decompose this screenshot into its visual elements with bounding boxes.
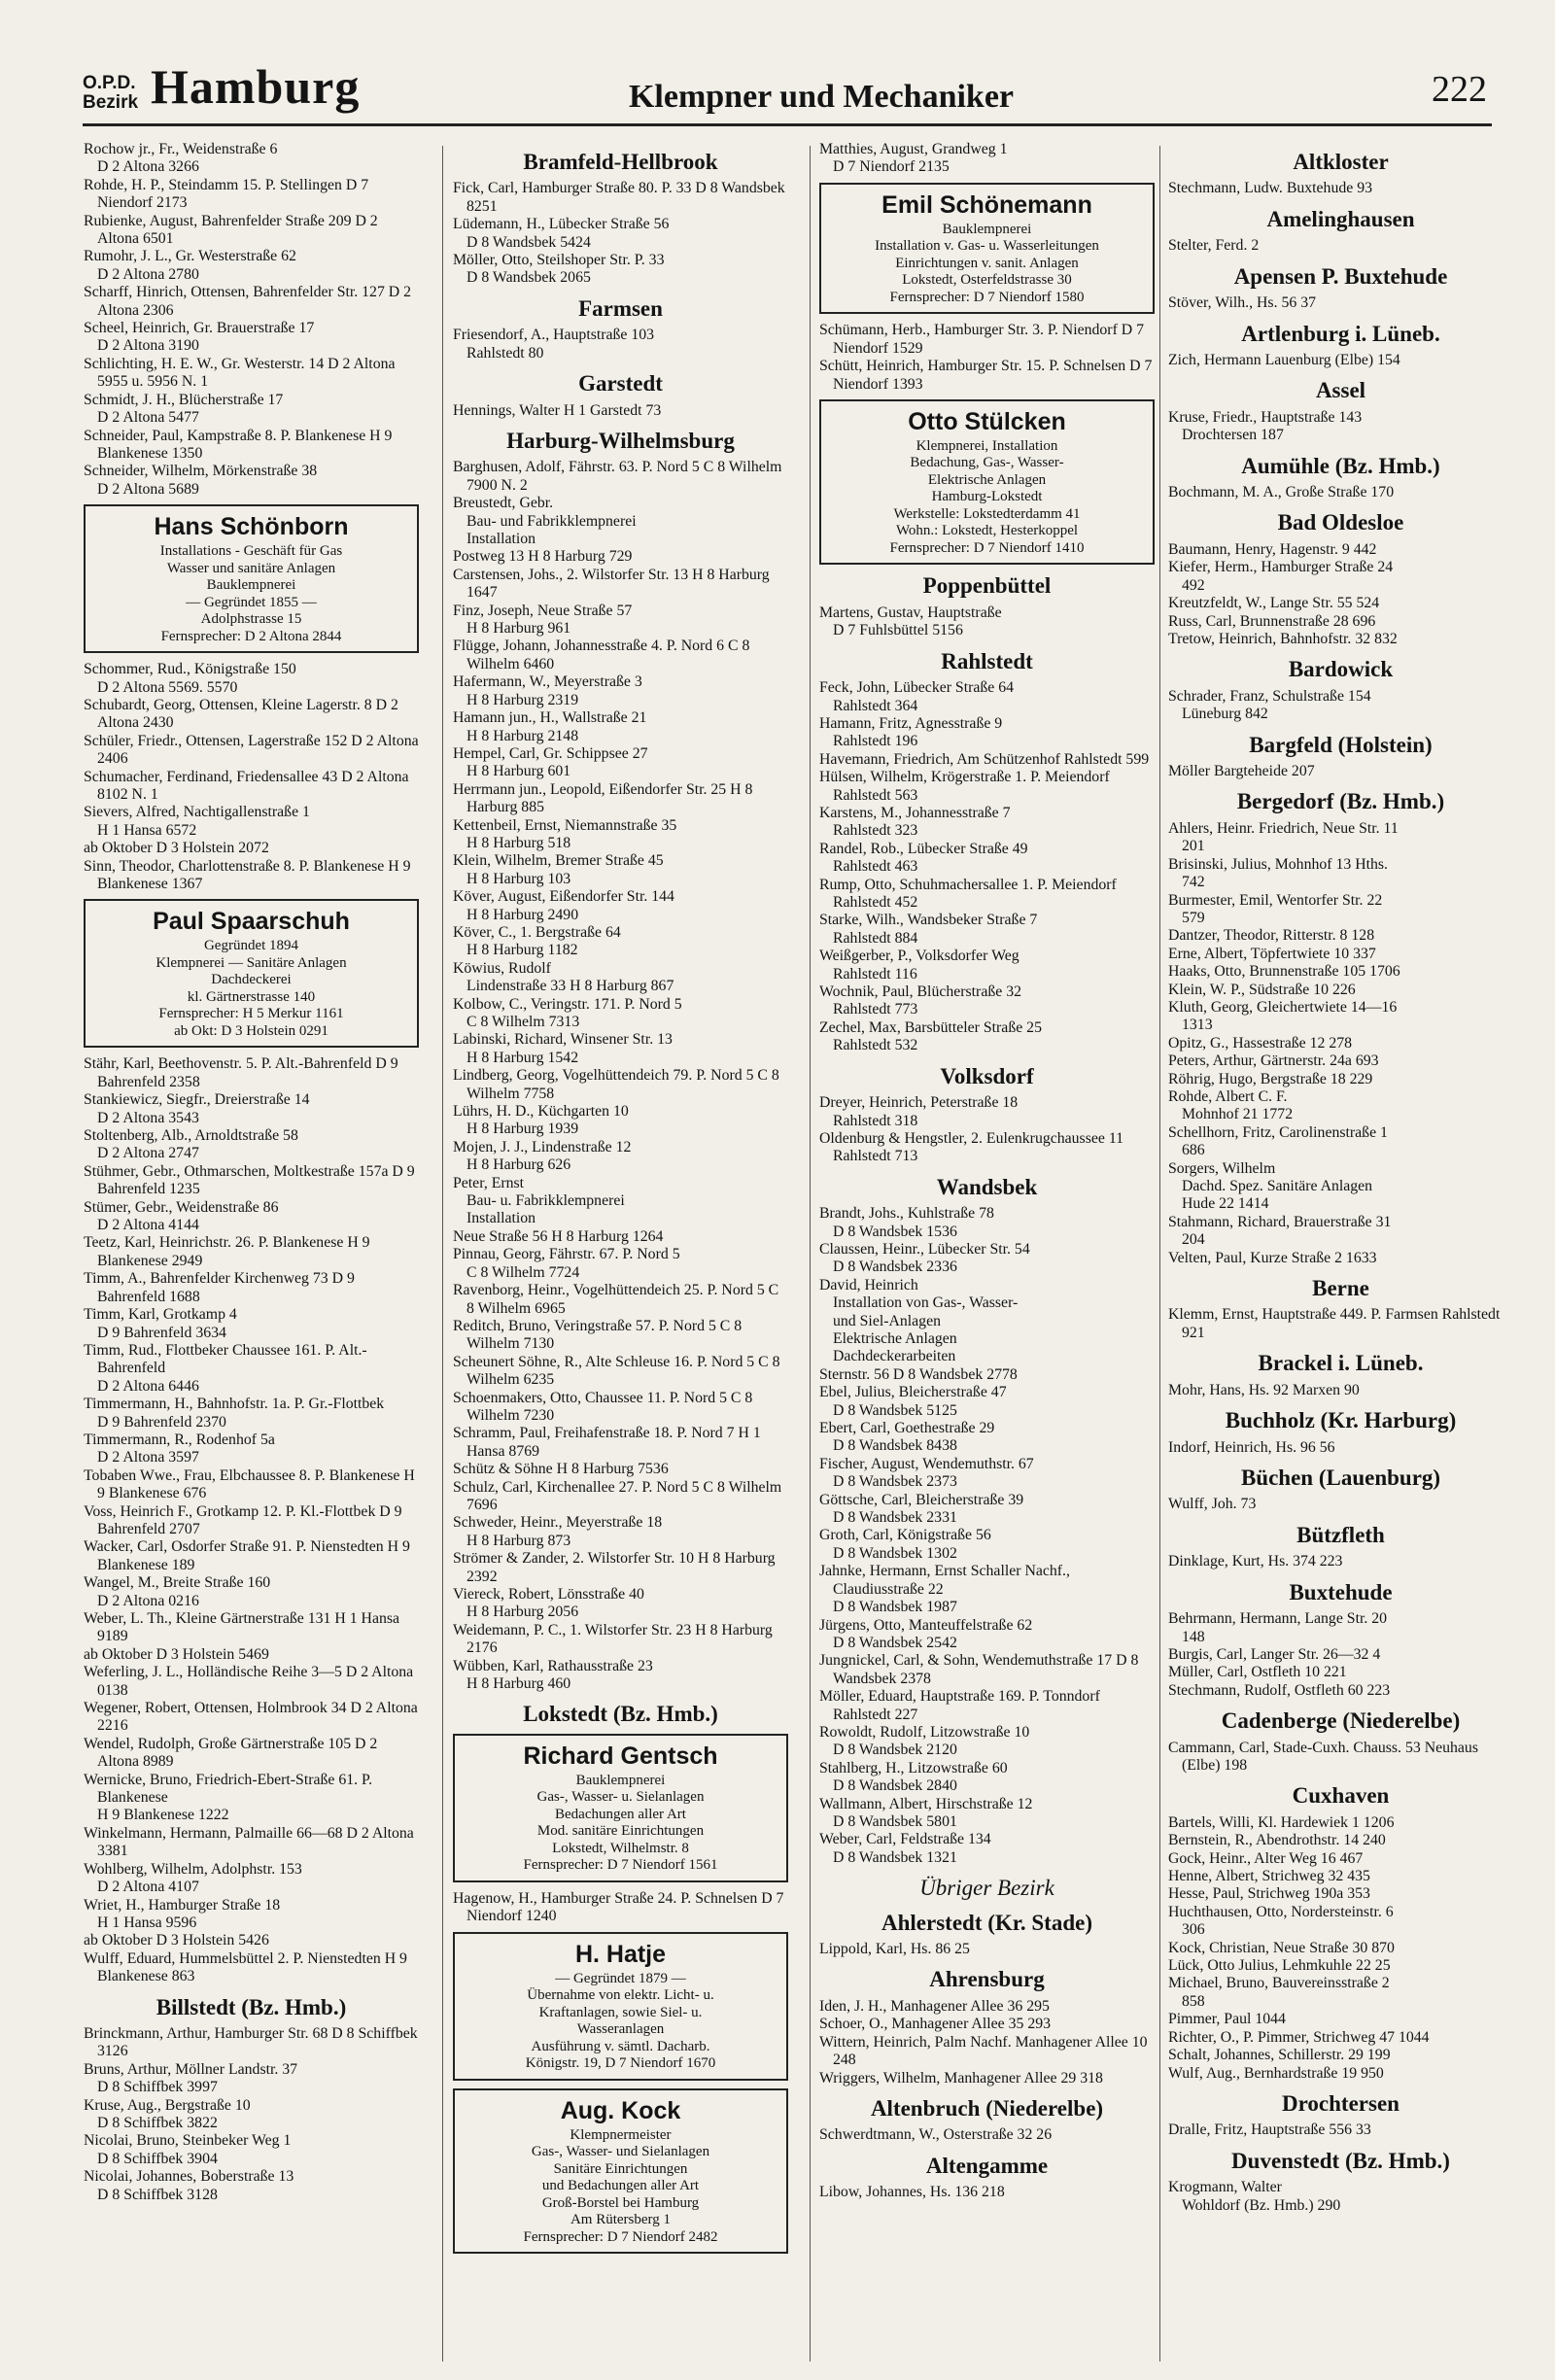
listing-entry: Breustedt, Gebr. Bau- und Fabrikklempnerei Installation: [453, 495, 637, 548]
listing-entry: Groth, Carl, Königstraße 56 D 8 Wandsbek 1302: [819, 1527, 991, 1562]
listing-entry: Hennings, Walter H 1 Garstedt 73: [453, 401, 662, 419]
listing-entry: Rump, Otto, Schuhmachersallee 1. P. Meiendorf Rahlstedt 452: [819, 876, 1117, 911]
listing-entry: Kreutzfeldt, W., Lange Str. 55 524: [1168, 595, 1380, 612]
listing-entry: Scheunert Söhne, R., Alte Schleuse 16. P. Nord 5 C 8 Wilhelm 6235: [453, 1353, 780, 1389]
place-heading: Garstedt: [578, 371, 663, 397]
listing-entry: Neue Straße 56 H 8 Harburg 1264: [453, 1227, 664, 1245]
place-heading: Cuxhaven: [1292, 1783, 1390, 1809]
listing-entry: Kock, Christian, Neue Straße 30 870: [1168, 1939, 1395, 1956]
listing-entry: David, Heinrich Installation von Gas-, Wasser- und Siel-Anlagen Elektrische Anlagen Dachdeckerarbeiten: [819, 1276, 1019, 1365]
place-heading: Rahlstedt: [941, 648, 1033, 673]
place-heading: Bergedorf (Bz. Hmb.): [1236, 789, 1445, 814]
place-heading: Wandsbek: [936, 1174, 1038, 1199]
listing-entry: Kruse, Friedr., Hauptstraße 143 Drochtersen 187: [1168, 408, 1363, 444]
listing-entry: Rohde, Albert C. F. Mohnhof 21 1772: [1168, 1087, 1294, 1123]
listing-entry: Herrmann jun., Leopold, Eißendorfer Str. 25 H 8 Harburg 885: [453, 780, 753, 816]
listing-entry: Schüler, Friedr., Ottensen, Lagerstraße 152 D 2 Altona 2406: [84, 732, 419, 768]
place-heading: Drochtersen: [1282, 2090, 1400, 2116]
listing-entry: Brandt, Johs., Kuhlstraße 78 D 8 Wandsbek 1536: [819, 1205, 994, 1240]
listing-entry: Weber, Carl, Feldstraße 134 D 8 Wandsbek 1321: [819, 1831, 991, 1866]
listing-entry: Sorgers, Wilhelm Dachd. Spez. Sanitäre Anlagen Hude 22 1414: [1168, 1159, 1373, 1213]
listing-entry: Finz, Joseph, Neue Straße 57 H 8 Harburg 961: [453, 602, 633, 638]
listing-entry: Wendel, Rudolph, Große Gärtnerstraße 105 D 2 Altona 8989: [84, 1735, 378, 1771]
place-heading: Bützfleth: [1296, 1522, 1385, 1547]
listing-entry: Schrader, Franz, Schulstraße 154 Lüneburg 842: [1168, 687, 1371, 723]
listing-entry: Winkelmann, Hermann, Palmaille 66—68 D 2 Altona 3381: [84, 1824, 414, 1860]
listing-entry: Kolbow, C., Veringstr. 171. P. Nord 5 C 8 Wilhelm 7313: [453, 995, 682, 1030]
listing-entry: Ebel, Julius, Bleicherstraße 47 D 8 Wandsbek 5125: [819, 1384, 1007, 1419]
listing-entry: Friesendorf, A., Hauptstraße 103 Rahlstedt 80: [453, 327, 655, 362]
listing-entry: Klemm, Ernst, Hauptstraße 449. P. Farmsen Rahlstedt 921: [1168, 1306, 1501, 1341]
listing-entry: Kluth, Georg, Gleichertwiete 14—16 1313: [1168, 998, 1398, 1034]
listing-entry: Klein, W. P., Südstraße 10 226: [1168, 981, 1356, 998]
listing-entry: Nicolai, Bruno, Steinbeker Weg 1 D 8 Schiffbek 3904: [84, 2132, 292, 2167]
listing-entry: Viereck, Robert, Lönsstraße 40 H 8 Harburg 2056: [453, 1586, 644, 1621]
page-title: Klempner und Mechaniker: [628, 79, 1015, 115]
listing-entry: Ebert, Carl, Goethestraße 29 D 8 Wandsbek 8438: [819, 1420, 995, 1455]
listing-entry: Möller Bargteheide 207: [1168, 763, 1315, 780]
listing-entry: Stechmann, Ludw. Buxtehude 93: [1168, 180, 1373, 197]
listing-entry: Möller, Eduard, Hauptstraße 169. P. Tonndorf Rahlstedt 227: [819, 1688, 1100, 1723]
listing-entry: Möller, Otto, Steilshoper Str. P. 33 D 8 Wandsbek 2065: [453, 252, 665, 287]
advertisement-title: Aug. Kock: [560, 2096, 681, 2124]
advertisement-title: Otto Stülcken: [908, 407, 1066, 435]
advertisement-box: [453, 1932, 788, 2081]
listing-entry: Lüdemann, H., Lübecker Straße 56 D 8 Wandsbek 5424: [453, 216, 670, 251]
advertisement-box: [819, 399, 1155, 566]
listing-entry: Göttsche, Carl, Bleicherstraße 39 D 8 Wandsbek 2331: [819, 1491, 1024, 1527]
listing-entry: Erne, Albert, Töpfertwiete 10 337: [1168, 945, 1376, 962]
place-heading: Cadenberge (Niederelbe): [1221, 1708, 1461, 1734]
listing-entry: Hagenow, H., Hamburger Straße 24. P. Schnelsen D 7 Niendorf 1240: [453, 1889, 784, 1925]
listing-entry: Schommer, Rud., Königstraße 150 D 2 Altona 5569. 5570: [84, 661, 296, 696]
listing-entry: Dralle, Fritz, Hauptstraße 556 33: [1168, 2121, 1371, 2139]
listing-entry: Stechmann, Rudolf, Ostfleth 60 223: [1168, 1681, 1391, 1699]
listing-entry: Fischer, August, Wendemuthstr. 67 D 8 Wandsbek 2373: [819, 1455, 1034, 1491]
column-3: [819, 141, 1155, 2366]
listing-entry: Feck, John, Lübecker Straße 64 Rahlstedt 364: [819, 679, 1015, 714]
listing-entry: Oldenburg & Hengstler, 2. Eulenkrugchaussee 11 Rahlstedt 713: [819, 1129, 1124, 1165]
column-divider: [810, 146, 811, 2362]
listing-entry: ab Oktober D 3 Holstein 5426: [84, 1932, 269, 1949]
listing-entry: Richter, O., P. Pimmer, Strichweg 47 1044: [1168, 2028, 1430, 2046]
listing-entry: Müller, Carl, Ostfleth 10 221: [1168, 1664, 1347, 1681]
place-heading: Altkloster: [1293, 150, 1389, 174]
listing-entry: Libow, Johannes, Hs. 136 218: [819, 2184, 1005, 2201]
listing-entry: Köver, August, Eißendorfer Str. 144 H 8 Harburg 2490: [453, 888, 674, 923]
listing-entry: Wulff, Joh. 73: [1168, 1496, 1257, 1513]
place-heading: Billstedt (Bz. Hmb.): [156, 1994, 347, 2019]
listing-entry: Michael, Bruno, Bauvereinsstraße 2 858: [1168, 1975, 1390, 2010]
listing-entry: Rowoldt, Rudolf, Litzowstraße 10 D 8 Wandsbek 2120: [819, 1723, 1030, 1759]
listing-entry: Scharff, Hinrich, Ottensen, Bahrenfelder Str. 127 D 2 Altona 2306: [84, 284, 412, 319]
listing-entry: Bernstein, R., Abendrothstr. 14 240: [1168, 1832, 1386, 1849]
listing-entry: Pinnau, Georg, Fährstr. 67. P. Nord 5 C 8 Wilhelm 7724: [453, 1246, 680, 1281]
listing-entry: Lindberg, Georg, Vogelhüttendeich 79. P. Nord 5 C 8 Wilhelm 7758: [453, 1067, 779, 1102]
listing-entry: Burmester, Emil, Wentorfer Str. 22 579: [1168, 891, 1383, 926]
listing-entry: Kruse, Aug., Bergstraße 10 D 8 Schiffbek 3822: [84, 2096, 251, 2131]
listing-entry: Klein, Wilhelm, Bremer Straße 45 H 8 Harburg 103: [453, 852, 664, 887]
listing-entry: ab Oktober D 3 Holstein 5469: [84, 1645, 269, 1663]
listing-entry: Teetz, Karl, Heinrichstr. 26. P. Blankenese H 9 Blankenese 2949: [84, 1234, 370, 1269]
listing-entry: Schütt, Heinrich, Hamburger Str. 15. P. Schnelsen D 7 Niendorf 1393: [819, 358, 1153, 393]
listing-entry: Timmermann, H., Bahnhofstr. 1a. P. Gr.-Flottbek D 9 Bahrenfeld 2370: [84, 1396, 385, 1431]
listing-entry: Timm, Rud., Flottbeker Chaussee 161. P. Alt.-Bahrenfeld D 2 Altona 6446: [84, 1341, 367, 1395]
column-divider: [442, 146, 443, 2362]
listing-entry: Wübben, Karl, Rathausstraße 23 H 8 Harburg 460: [453, 1657, 653, 1693]
listing-entry: Mohr, Hans, Hs. 92 Marxen 90: [1168, 1381, 1360, 1398]
listing-entry: Dreyer, Heinrich, Peterstraße 18 Rahlstedt 318: [819, 1094, 1019, 1129]
advertisement-box: [819, 183, 1155, 315]
listing-entry: Timmermann, R., Rodenhof 5a D 2 Altona 3597: [84, 1431, 275, 1466]
listing-entry: Cammann, Carl, Stade-Cuxh. Chauss. 53 Neuhaus (Elbe) 198: [1168, 1739, 1478, 1774]
advertisement-box: [453, 1734, 788, 1882]
place-heading: Ahlerstedt (Kr. Stade): [881, 1910, 1092, 1935]
advertisement-text: — Gegründet 1879 — Übernahme von elektr. Licht- u. Kraftanlagen, sowie Siel- u. Wasseranlagen Ausführung v. sämtl. Dacharb. Königstr. 19, D 7 Niendorf 1670: [525, 1970, 716, 2072]
listing-entry: Stümer, Gebr., Weidenstraße 86 D 2 Altona 4144: [84, 1198, 279, 1234]
listing-entry: Russ, Carl, Brunnenstraße 28 696: [1168, 612, 1376, 630]
listing-entry: Opitz, G., Hassestraße 12 278: [1168, 1034, 1353, 1052]
listing-entry: Wochnik, Paul, Blücherstraße 32 Rahlstedt 773: [819, 983, 1021, 1018]
listing-entry: Wegener, Robert, Ottensen, Holmbrook 34 D 2 Altona 2216: [84, 1700, 418, 1735]
listing-entry: Reditch, Bruno, Veringstraße 57. P. Nord 5 C 8 Wilhelm 7130: [453, 1317, 743, 1353]
listing-entry: Hafermann, W., Meyerstraße 3 H 8 Harburg 2319: [453, 673, 642, 708]
listing-entry: Jürgens, Otto, Manteuffelstraße 62 D 8 Wandsbek 2542: [819, 1616, 1033, 1651]
place-heading: Brackel i. Lüneb.: [1258, 1351, 1424, 1376]
listing-entry: Sinn, Theodor, Charlottenstraße 8. P. Blankenese H 9 Blankenese 1367: [84, 857, 411, 892]
listing-entry: Schütz & Söhne H 8 Harburg 7536: [453, 1461, 669, 1478]
place-heading: Apensen P. Buxtehude: [1233, 263, 1448, 289]
listing-entry: Karstens, M., Johannesstraße 7 Rahlstedt 323: [819, 804, 1011, 840]
listing-entry: Köwius, Rudolf Lindenstraße 33 H 8 Harburg 867: [453, 959, 674, 995]
place-heading: Harburg-Wilhelmsburg: [506, 428, 735, 453]
listing-entry: Peters, Arthur, Gärtnerstr. 24a 693: [1168, 1052, 1379, 1070]
listing-entry: Lippold, Karl, Hs. 86 25: [819, 1941, 970, 1958]
place-heading: Bad Oldesloe: [1277, 510, 1404, 535]
listing-entry: Stankiewicz, Siegfr., Dreierstraße 14 D 2 Altona 3543: [84, 1091, 310, 1126]
listing-entry: Sievers, Alfred, Nachtigallenstraße 1 H 1 Hansa 6572: [84, 804, 310, 839]
place-heading: Altenbruch (Niederelbe): [870, 2095, 1104, 2121]
listing-entry: Bruns, Arthur, Möllner Landstr. 37 D 8 Schiffbek 3997: [84, 2060, 298, 2096]
listing-entry: Weidemann, P. C., 1. Wilstorfer Str. 23 H 8 Harburg 2176: [453, 1621, 773, 1657]
place-heading: Bargfeld (Holstein): [1249, 732, 1433, 757]
listing-entry: Randel, Rob., Lübecker Straße 49 Rahlstedt 463: [819, 840, 1028, 876]
listing-entry: Wohlberg, Wilhelm, Adolphstr. 153 D 2 Altona 4107: [84, 1860, 302, 1896]
listing-entry: Timm, Karl, Grotkamp 4 D 9 Bahrenfeld 3634: [84, 1306, 237, 1341]
advertisement-title: Richard Gentsch: [523, 1742, 718, 1770]
listing-entry: Köver, C., 1. Bergstraße 64 H 8 Harburg 1182: [453, 923, 621, 959]
listing-entry: Schwerdtmann, W., Osterstraße 32 26: [819, 2126, 1053, 2144]
advertisement-text: Bauklempnerei Gas-, Wasser- u. Sielanlagen Bedachungen aller Art Mod. sanitäre Einrichtungen Lokstedt, Wilhelmstr. 8 Fernsprecher: D 7 Niendorf 1561: [523, 1772, 718, 1874]
listing-entry: Wittern, Heinrich, Palm Nachf. Manhagener Allee 10 248: [819, 2033, 1148, 2069]
listing-entry: Ravenborg, Heinr., Vogelhüttendeich 25. P. Nord 5 C 8 Wilhelm 6965: [453, 1282, 779, 1317]
listing-entry: Hülsen, Wilhelm, Krögerstraße 1. P. Meiendorf Rahlstedt 563: [819, 769, 1110, 804]
place-heading: Lokstedt (Bz. Hmb.): [523, 1702, 718, 1727]
listing-entry: Röhrig, Hugo, Bergstraße 18 229: [1168, 1070, 1373, 1087]
place-heading: Duvenstedt (Bz. Hmb.): [1231, 2148, 1450, 2173]
listing-entry: Kettenbeil, Ernst, Niemannstraße 35 H 8 Harburg 518: [453, 816, 677, 851]
listing-entry: Iden, J. H., Manhagener Allee 36 295: [819, 1997, 1050, 2015]
listing-entry: Weber, L. Th., Kleine Gärtnerstraße 131 H 1 Hansa 9189: [84, 1610, 400, 1645]
listing-entry: Lührs, H. D., Küchgarten 10 H 8 Harburg 1939: [453, 1103, 629, 1138]
column-1: [84, 141, 419, 2366]
advertisement-text: Gegründet 1894 Klempnerei — Sanitäre Anlagen Dachdeckerei kl. Gärtnerstrasse 140 Fernsprecher: H 5 Merkur 1161 ab Okt: D 3 Holstein 0291: [156, 938, 347, 1039]
place-heading: Büchen (Lauenburg): [1240, 1465, 1441, 1490]
listing-entry: Jahnke, Hermann, Ernst Schaller Nachf., Claudiusstraße 22 D 8 Wandsbek 1987: [819, 1563, 1070, 1616]
listing-entry: Velten, Paul, Kurze Straße 2 1633: [1168, 1249, 1377, 1266]
advertisement-title: Paul Spaarschuh: [153, 908, 350, 936]
listing-entry: Barghusen, Adolf, Fährstr. 63. P. Nord 5 C 8 Wilhelm 7900 N. 2: [453, 459, 782, 494]
place-heading: Aumühle (Bz. Hmb.): [1241, 453, 1440, 478]
column-2: [453, 141, 788, 2366]
listing-entry: Kiefer, Herm., Hamburger Straße 24 492: [1168, 559, 1394, 594]
advertisement-box: [84, 504, 419, 653]
listing-entry: Matthies, August, Grandweg 1 D 7 Niendorf 2135: [819, 141, 1008, 176]
listing-entry: Rohde, H. P., Steindamm 15. P. Stellingen D 7 Niendorf 2173: [84, 176, 369, 212]
listing-entry: Fick, Carl, Hamburger Straße 80. P. 33 D 8 Wandsbek 8251: [453, 180, 785, 215]
listing-entry: Carstensen, Johs., 2. Wilstorfer Str. 13 H 8 Harburg 1647: [453, 566, 770, 602]
listing-entry: Wallmann, Albert, Hirschstraße 12 D 8 Wandsbek 5801: [819, 1795, 1033, 1830]
listing-entry: Burgis, Carl, Langer Str. 26—32 4: [1168, 1645, 1381, 1663]
place-heading: Bardowick: [1288, 657, 1394, 682]
listing-entry: Timm, A., Bahrenfelder Kirchenweg 73 D 9 Bahrenfeld 1688: [84, 1270, 355, 1305]
listing-entry: Stöver, Wilh., Hs. 56 37: [1168, 294, 1317, 312]
listing-entry: Rumohr, J. L., Gr. Westerstraße 62 D 2 Altona 2780: [84, 248, 296, 283]
listing-entry: Brinckmann, Arthur, Hamburger Str. 68 D 8 Schiffbek 3126: [84, 2024, 418, 2060]
place-heading: Berne: [1312, 1276, 1369, 1301]
city-title: Hamburg: [151, 59, 361, 114]
place-heading: Übriger Bezirk: [919, 1876, 1054, 1901]
listing-entry: Stahlberg, H., Litzowstraße 60 D 8 Wandsbek 2840: [819, 1759, 1008, 1795]
listing-entry: Haaks, Otto, Brunnenstraße 105 1706: [1168, 963, 1400, 981]
listing-entry: Martens, Gustav, Hauptstraße D 7 Fuhlsbüttel 5156: [819, 604, 1002, 639]
column-divider: [1159, 146, 1160, 2362]
place-heading: Farmsen: [578, 295, 663, 321]
listing-entry: Schellhorn, Fritz, Carolinenstraße 1 686: [1168, 1123, 1388, 1159]
listing-entry: Hamann, Fritz, Agnesstraße 9 Rahlstedt 196: [819, 714, 1003, 750]
listing-entry: Postweg 13 H 8 Harburg 729: [453, 548, 633, 566]
advertisement-box: [84, 899, 419, 1048]
listing-entry: Sternstr. 56 D 8 Wandsbek 2778: [819, 1365, 1018, 1383]
listing-entry: Pimmer, Paul 1044: [1168, 2011, 1286, 2028]
place-heading: Bramfeld-Hellbrook: [523, 150, 718, 174]
listing-entry: Schoer, O., Manhagener Allee 35 293: [819, 2016, 1052, 2033]
listing-entry: Baumann, Henry, Hagenstr. 9 442: [1168, 540, 1377, 558]
listing-entry: Behrmann, Hermann, Lange Str. 20 148: [1168, 1610, 1388, 1645]
listing-entry: Huchthausen, Otto, Nordersteinstr. 6 306: [1168, 1903, 1394, 1939]
listing-entry: Schmidt, J. H., Blücherstraße 17 D 2 Altona 5477: [84, 391, 284, 427]
place-heading: Altengamme: [925, 2153, 1049, 2178]
listing-entry: Wangel, M., Breite Straße 160 D 2 Altona 0216: [84, 1574, 271, 1609]
listing-entry: Weißgerber, P., Volksdorfer Weg Rahlstedt 116: [819, 948, 1019, 983]
header-rule: [83, 123, 1492, 126]
listing-entry: Tretow, Heinrich, Bahnhofstr. 32 832: [1168, 630, 1398, 647]
listing-entry: Peter, Ernst Bau- u. Fabrikklempnerei Installation: [453, 1174, 625, 1227]
advertisement-title: Hans Schönborn: [154, 513, 349, 541]
listing-entry: Nicolai, Johannes, Boberstraße 13 D 8 Schiffbek 3128: [84, 2168, 294, 2203]
listing-entry: Schümann, Herb., Hamburger Str. 3. P. Niendorf D 7 Niendorf 1529: [819, 322, 1145, 357]
listing-entry: Brisinski, Julius, Mohnhof 13 Hths. 742: [1168, 855, 1389, 891]
advertisement-title: H. Hatje: [574, 1940, 667, 1968]
listing-entry: Flügge, Johann, Johannesstraße 4. P. Nord 6 C 8 Wilhelm 6460: [453, 638, 750, 673]
listing-entry: Gock, Heinr., Alter Weg 16 467: [1168, 1849, 1364, 1867]
listing-entry: Wriggers, Wilhelm, Manhagener Allee 29 318: [819, 2069, 1103, 2087]
place-heading: Poppenbüttel: [922, 573, 1052, 599]
listing-entry: Henne, Albert, Strichweg 32 435: [1168, 1868, 1370, 1885]
place-heading: Ahrensburg: [929, 1967, 1045, 1992]
advertisement-box: [453, 2088, 788, 2255]
listing-entry: Tobaben Wwe., Frau, Elbchaussee 8. P. Blankenese H 9 Blankenese 676: [84, 1466, 415, 1502]
listing-entry: Schulz, Carl, Kirchenallee 27. P. Nord 5 C 8 Wilhelm 7696: [453, 1478, 782, 1513]
place-heading: Assel: [1315, 378, 1366, 403]
place-heading: Buchholz (Kr. Harburg): [1225, 1408, 1457, 1433]
listing-entry: Schumacher, Ferdinand, Friedensallee 43 D 2 Altona 8102 N. 1: [84, 768, 409, 803]
listing-entry: Schneider, Wilhelm, Mörkenstraße 38 D 2 Altona 5689: [84, 463, 318, 498]
listing-entry: Weferling, J. L., Holländische Reihe 3—5 D 2 Altona 0138: [84, 1664, 414, 1699]
listing-entry: Ahlers, Heinr. Friedrich, Neue Str. 11 201: [1168, 819, 1399, 855]
listing-entry: Schramm, Paul, Freihafenstraße 18. P. Nord 7 H 1 Hansa 8769: [453, 1425, 761, 1460]
listing-entry: Wriet, H., Hamburger Straße 18 H 1 Hansa 9596: [84, 1896, 281, 1931]
listing-entry: Scheel, Heinrich, Gr. Brauerstraße 17 D 2 Altona 3190: [84, 320, 315, 355]
listing-entry: Jungnickel, Carl, & Sohn, Wendemuthstraße 17 D 8 Wandsbek 2378: [819, 1652, 1139, 1687]
listing-entry: Indorf, Heinrich, Hs. 96 56: [1168, 1438, 1335, 1456]
place-heading: Amelinghausen: [1266, 206, 1415, 231]
listing-entry: Rubienke, August, Bahrenfelder Straße 209 D 2 Altona 6501: [84, 212, 378, 248]
listing-entry: Stahmann, Richard, Brauerstraße 31 204: [1168, 1213, 1392, 1249]
listing-entry: Wulff, Eduard, Hummelsbüttel 2. P. Nienstedten H 9 Blankenese 863: [84, 1949, 407, 1985]
place-heading: Buxtehude: [1289, 1579, 1393, 1604]
district-label: O.P.D. Bezirk: [83, 73, 139, 113]
advertisement-text: Klempnermeister Gas-, Wasser- und Sielanlagen Sanitäre Einrichtungen und Bedachungen aller Art Groß-Borstel bei Hamburg Am Rütersberg 1 Fernsprecher: D 7 Niendorf 2482: [523, 2126, 718, 2245]
listing-entry: Zich, Hermann Lauenburg (Elbe) 154: [1168, 351, 1400, 368]
listing-entry: Schneider, Paul, Kampstraße 8. P. Blankenese H 9 Blankenese 1350: [84, 427, 393, 462]
listing-entry: Dinklage, Kurt, Hs. 374 223: [1168, 1553, 1343, 1570]
listing-entry: Strömer & Zander, 2. Wilstorfer Str. 10 H 8 Harburg 2392: [453, 1550, 776, 1585]
listing-entry: Mojen, J. J., Lindenstraße 12 H 8 Harburg 626: [453, 1138, 632, 1174]
listing-entry: Claussen, Heinr., Lübecker Str. 54 D 8 Wandsbek 2336: [819, 1240, 1030, 1276]
listing-entry: Hempel, Carl, Gr. Schippsee 27 H 8 Harburg 601: [453, 744, 648, 780]
listing-entry: Labinski, Richard, Winsener Str. 13 H 8 Harburg 1542: [453, 1031, 673, 1066]
listing-entry: Starke, Wilh., Wandsbeker Straße 7 Rahlstedt 884: [819, 912, 1038, 947]
listing-entry: Wacker, Carl, Osdorfer Straße 91. P. Nienstedten H 9 Blankenese 189: [84, 1538, 410, 1573]
place-heading: Artlenburg i. Lüneb.: [1241, 321, 1440, 346]
listing-entry: Hamann jun., H., Wallstraße 21 H 8 Harburg 2148: [453, 709, 647, 744]
page-number: 222: [1432, 69, 1487, 110]
listing-entry: Wernicke, Bruno, Friedrich-Ebert-Straße 61. P. Blankenese H 9 Blankenese 1222: [84, 1771, 373, 1824]
listing-entry: Havemann, Friedrich, Am Schützenhof Rahlstedt 599: [819, 750, 1150, 768]
place-heading: Volksdorf: [940, 1063, 1034, 1088]
listing-entry: Voss, Heinrich F., Grotkamp 12. P. Kl.-Flottbek D 9 Bahrenfeld 2707: [84, 1502, 402, 1537]
listing-entry: Dantzer, Theodor, Ritterstr. 8 128: [1168, 927, 1375, 945]
listing-entry: Schweder, Heinr., Meyerstraße 18 H 8 Harburg 873: [453, 1514, 663, 1549]
listing-entry: Stühmer, Gebr., Othmarschen, Moltkestraße 157a D 9 Bahrenfeld 1235: [84, 1162, 415, 1198]
listing-entry: Schalt, Johannes, Schillerstr. 29 199: [1168, 2047, 1391, 2064]
listing-entry: Stelter, Ferd. 2: [1168, 237, 1260, 255]
listing-entry: Bartels, Willi, Kl. Hardewiek 1 1206: [1168, 1813, 1395, 1831]
advertisement-text: Klempnerei, Installation Bedachung, Gas-, Wasser- Elektrische Anlagen Hamburg-Lokstedt Werkstelle: Lokstedterdamm 41 Wohn.: Lokstedt, Hesterkoppel Fernsprecher: D 7 Niendorf 1410: [889, 437, 1085, 556]
listing-entry: Schoenmakers, Otto, Chaussee 11. P. Nord 5 C 8 Wilhelm 7230: [453, 1389, 753, 1424]
listing-entry: Rochow jr., Fr., Weidenstraße 6 D 2 Altona 3266: [84, 141, 278, 176]
listing-entry: Lück, Otto Julius, Lehmkuhle 22 25: [1168, 1957, 1391, 1975]
listing-entry: Hesse, Paul, Strichweg 190a 353: [1168, 1885, 1370, 1903]
listing-entry: Krogmann, Walter Wohldorf (Bz. Hmb.) 290: [1168, 2179, 1341, 2214]
column-4: [1168, 141, 1513, 2366]
advertisement-title: Emil Schönemann: [881, 190, 1092, 219]
listing-entry: Schlichting, H. E. W., Gr. Westerstr. 14 D 2 Altona 5955 u. 5956 N. 1: [84, 355, 396, 391]
page-header-left: [83, 59, 361, 128]
listing-entry: Schubardt, Georg, Ottensen, Kleine Lagerstr. 8 D 2 Altona 2430: [84, 696, 398, 732]
listing-entry: Stoltenberg, Alb., Arnoldtstraße 58 D 2 Altona 2747: [84, 1127, 298, 1162]
listing-entry: ab Oktober D 3 Holstein 2072: [84, 840, 269, 857]
listing-entry: Zechel, Max, Barsbütteler Straße 25 Rahlstedt 532: [819, 1018, 1042, 1054]
advertisement-text: Bauklempnerei Installation v. Gas- u. Wasserleitungen Einrichtungen v. sanit. Anlagen Lokstedt, Osterfeldstrasse 30 Fernsprecher: D 7 Niendorf 1580: [875, 221, 1099, 305]
advertisement-text: Installations - Geschäft für Gas Wasser und sanitäre Anlagen Bauklempnerei — Gegründet 1855 — Adolphstrasse 15 Fernsprecher: D 2 Altona 2844: [159, 543, 343, 644]
listing-entry: Bochmann, M. A., Große Straße 170: [1168, 484, 1395, 501]
listing-entry: Stähr, Karl, Beethovenstr. 5. P. Alt.-Bahrenfeld D 9 Bahrenfeld 2358: [84, 1055, 398, 1090]
listing-entry: Wulf, Aug., Bernhardstraße 19 950: [1168, 2064, 1384, 2082]
